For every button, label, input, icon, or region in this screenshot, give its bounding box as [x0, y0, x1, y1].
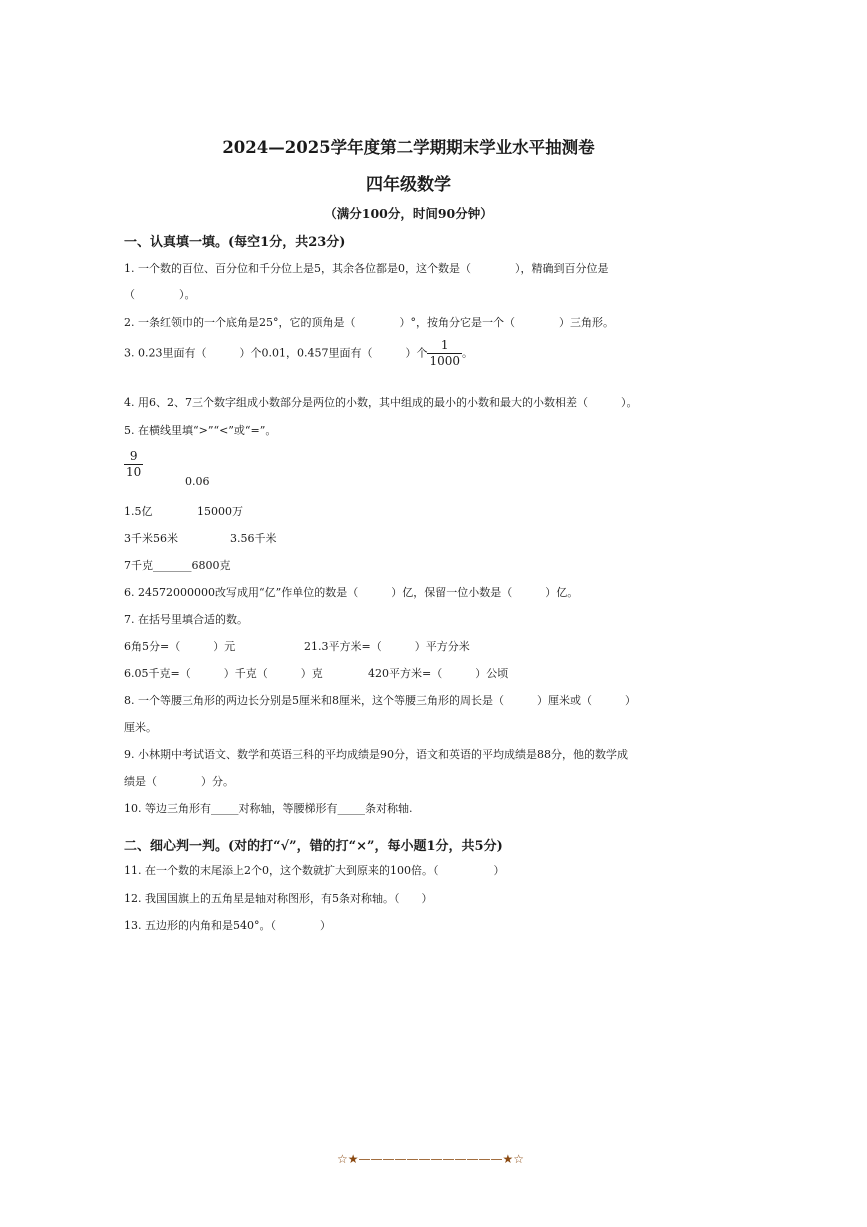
question-5: 5. 在横线里填“>”“<”或“=”。 [124, 424, 277, 437]
q5-row-3-left: 3千米56米 [124, 532, 178, 545]
question-1-line-1: 1. 一个数的百位、百分位和千分位上是5，其余各位都是0，这个数是（ ），精确到百分位是 [124, 262, 609, 275]
q5-row-4: 7千克_______6800克 [124, 559, 231, 572]
q5-row-1-left [124, 450, 143, 479]
question-3-end: 。 [462, 346, 474, 360]
question-8-line-1: 8. 一个等腰三角形的两边长分别是5厘米和8厘米，这个等腰三角形的周长是（ ）厘米或（ ） [124, 694, 636, 707]
question-8-line-2: 厘米。 [124, 721, 157, 734]
section1-heading: 一、认真填一填。(每空1分，共23分) [124, 235, 346, 250]
exam-subject: 四年级数学 [366, 175, 451, 195]
q7-row-1-right: 21.3平方米=（ ）平方分米 [304, 640, 470, 653]
fraction-denominator: 1000 [429, 354, 461, 369]
q5-row-2-left: 1.5亿 [124, 505, 153, 518]
question-4: 4. 用6、2、7三个数字组成小数部分是两位的小数，其中组成的最小的小数和最大的小数相差（ ）。 [124, 396, 638, 409]
q7-row-1-left: 6角5分=（ ）元 [124, 640, 236, 653]
fraction-numerator: 9 [129, 449, 138, 463]
question-6: 6. 24572000000改写成用“亿”作单位的数是（ ）亿，保留一位小数是（ ）亿。 [124, 586, 579, 599]
q5-row-3-right: 3.56千米 [230, 532, 277, 545]
question-3 [124, 339, 473, 368]
question-2: 2. 一条红领巾的一个底角是25°，它的顶角是（ ）°，按角分它是一个（ ）三角形。 [124, 316, 614, 329]
footer-decoration: ☆★————————————★☆ [337, 1152, 525, 1166]
question-9-line-2: 绩是（ ）分。 [124, 775, 234, 788]
exam-title: 2024—2025学年度第二学期期末学业水平抽测卷 [222, 138, 595, 157]
question-10: 10. 等边三角形有_____对称轴，等腰梯形有_____条对称轴. [124, 802, 413, 815]
q5-row-2-right: 15000万 [197, 505, 243, 518]
q5-row-1-right: 0.06 [185, 475, 210, 488]
question-11: 11. 在一个数的末尾添上2个0，这个数就扩大到原来的100倍。（ ） [124, 864, 505, 877]
fraction-numerator: 1 [440, 338, 449, 352]
q7-row-2-right: 420平方米=（ ）公顷 [368, 667, 509, 680]
exam-note: （满分100分，时间90分钟） [324, 206, 493, 221]
question-13: 13. 五边形的内角和是540°。（ ） [124, 919, 331, 932]
question-3-text: 3. 0.23里面有（ ）个0.01，0.457里面有（ ）个 [124, 346, 428, 360]
fraction-denominator: 10 [126, 465, 142, 480]
fraction-1-1000 [427, 339, 462, 368]
question-1-line-2: （ ）。 [124, 288, 196, 301]
q7-row-2-left: 6.05千克=（ ）千克（ ）克 [124, 667, 323, 680]
fraction-9-10 [124, 450, 143, 479]
question-12: 12. 我国国旗上的五角星是轴对称图形，有5条对称轴。（ ） [124, 892, 433, 905]
section2-heading: 二、细心判一判。(对的打“√”，错的打“×”，每小题1分，共5分) [124, 839, 503, 854]
question-9-line-1: 9. 小林期中考试语文、数学和英语三科的平均成绩是90分，语文和英语的平均成绩是88分，他的数学成 [124, 748, 628, 761]
question-7: 7. 在括号里填合适的数。 [124, 613, 248, 626]
